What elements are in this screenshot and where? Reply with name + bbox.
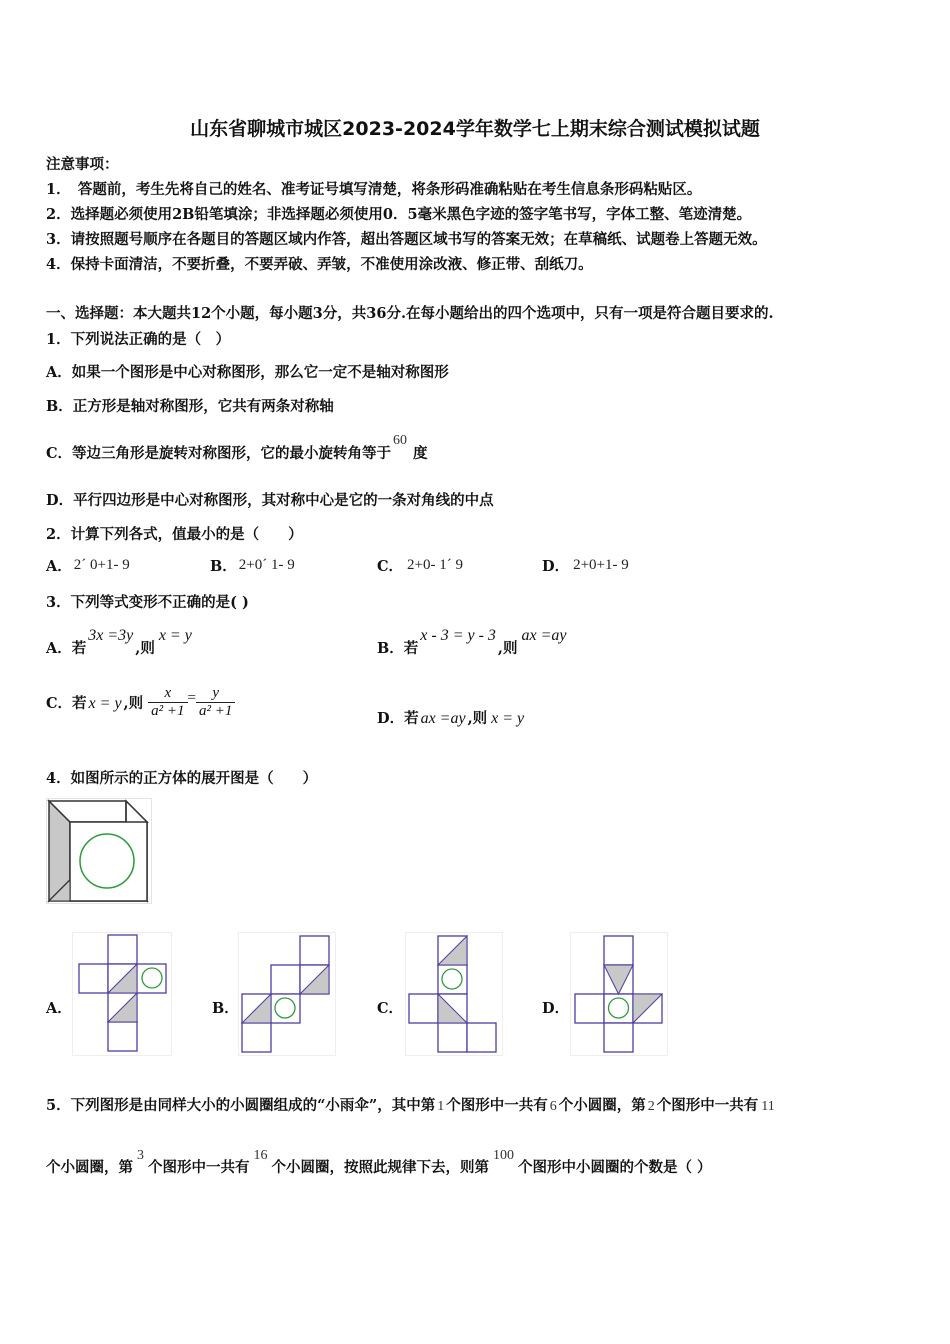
section-heading: 一、选择题：本大题共12个小题，每小题3分，共36分.在每小题给出的四个选项中，只有一项是符合题目要求的. [46,305,774,322]
q3-b-condition: x - 3 = y - 3 [420,627,496,644]
q5-number: 2 [647,1099,655,1114]
q5-text: 个图形中一共有 [446,1097,548,1114]
page-title: 山东省聊城市城区2023-2024学年数学七上期末综合测试模拟试题 [190,118,760,140]
q5-line2 [46,1148,712,1177]
q2-b-expr: 2+0´ 1- 9 [238,557,295,573]
q3-d-then: ,则 [467,710,488,727]
q5-text: 个图形中一共有 [656,1097,759,1114]
q5-text: 个图形中一共有 [148,1159,250,1176]
q3-option-a [46,627,192,658]
q4-option-a-label: A． [46,1000,72,1017]
q2-a-label: A． [46,558,72,575]
q2-d-label: D． [542,558,570,575]
numerator: x [148,685,187,703]
q5-number: 3 [137,1148,144,1163]
denominator: a² +1 [199,703,233,719]
q3-a-if: 若 [71,640,87,657]
q3-a-result: x = y [158,627,192,644]
q1-option-b: B．正方形是轴对称图形，它共有两条对称轴 [46,398,334,415]
q2-option-c [377,555,463,576]
q3-d-result: x = y [491,710,525,727]
q3-a-condition: 3x =3y [88,627,134,644]
q3-d-label: D． [377,710,405,727]
denominator: a² +1 [151,703,185,719]
q1-stem: 1．下列说法正确的是（ ） [46,331,231,348]
q2-d-expr: 2+0+1- 9 [573,557,629,573]
q3-option-b [377,627,567,658]
numerator: y [196,685,235,703]
q2-option-b [210,555,295,576]
cube-figure [46,798,152,904]
q5-text: 5．下列图形是由同样大小的小圆圈组成的“小雨伞”，其中第 [46,1097,436,1114]
q1-option-a: A．如果一个图形是中心对称图形，那么它一定不是轴对称图形 [46,364,449,381]
q5-number: 6 [549,1099,557,1114]
q3-c-fraction-right [196,685,235,720]
q3-option-c [46,685,235,720]
equals-sign: = [187,690,197,706]
q5-line1 [46,1094,775,1115]
q5-text: 个小圆圈，按照此规律下去，则第 [271,1159,489,1176]
q3-d-if: 若 [404,710,419,727]
net-option-d [570,932,668,1056]
q5-number: 16 [253,1148,268,1163]
q3-c-if: 若 [72,695,87,712]
q3-b-if: 若 [403,640,419,657]
q5-number: 11 [761,1099,775,1114]
q3-a-then: ,则 [135,640,155,657]
q3-d-condition: ax =ay [420,710,466,727]
q2-stem: 2．计算下列各式，值最小的是（ ） [46,526,303,543]
q5-number: 1 [437,1099,445,1114]
q1-option-d: D．平行四边形是中心对称图形，其对称中心是它的一条对角线的中点 [46,492,494,509]
net-option-a [72,932,172,1056]
q5-number: 100 [493,1148,514,1163]
q2-c-label: C． [377,558,404,575]
q2-a-expr: 2´ 0+1- 9 [73,557,130,573]
net-option-c [405,932,503,1056]
q3-stem: 3．下列等式变形不正确的是( ) [46,594,249,611]
q4-option-b-label: B． [212,1000,239,1017]
q1-c-text: C．等边三角形是旋转对称图形，它的最小旋转角等于 [46,445,392,462]
notice-item: 2．选择题必须使用2B铅笔填涂；非选择题必须使用0．5毫米黑色字迹的签字笔书写，字体工整、笔迹清楚。 [46,206,752,223]
q4-option-d-label: D． [542,1000,570,1017]
q3-c-condition: x = y [88,695,122,712]
q4-stem: 4．如图所示的正方体的展开图是（ ） [46,770,318,787]
q5-text: 个小圆圈，第 [46,1159,133,1176]
notice-item: 1． 答题前，考生先将自己的姓名、准考证号填写清楚，将条形码准确粘贴在考生信息条形码粘贴区。 [46,181,702,198]
q4-option-c-label: C． [377,1000,404,1017]
q3-a-label: A． [46,640,72,657]
q3-option-d [377,707,524,728]
q3-c-fraction-left [148,685,187,720]
q5-text: 个小圆圈，第 [558,1097,646,1114]
q3-b-result: ax =ay [521,627,567,644]
notice-item: 4．保持卡面清洁，不要折叠，不要弄破、弄皱，不准使用涂改液、修正带、刮纸刀。 [46,256,593,273]
q3-b-label: B． [377,640,404,657]
q2-option-d [542,555,629,576]
q2-b-label: B． [210,558,237,575]
notice-heading: 注意事项： [46,156,119,173]
net-option-b [238,932,336,1056]
q1-option-c [46,433,428,463]
q1-c-unit: 度 [413,445,428,462]
q3-c-label: C． [46,695,73,712]
q2-option-a [46,555,130,576]
q1-c-angle: 60 [393,433,408,448]
q2-c-expr: 2+0- 1´ 9 [407,557,463,573]
notice-item: 3．请按照题号顺序在各题目的答题区域内作答，超出答题区域书写的答案无效；在草稿纸、试题卷上答题无效。 [46,231,767,248]
q5-text: 个图形中小圆圈的个数是（ ） [518,1159,712,1176]
q3-c-then: ,则 [123,695,144,712]
q3-b-then: ,则 [497,640,518,657]
